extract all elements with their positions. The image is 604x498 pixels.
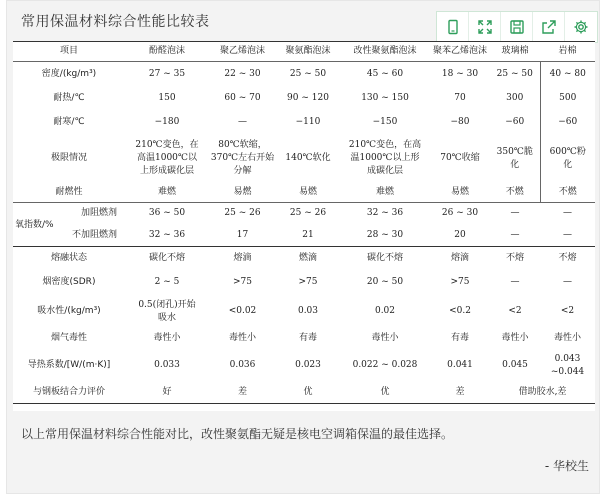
- table-cell: 0.033: [154, 360, 180, 370]
- phone-icon: [445, 19, 461, 35]
- table-cell: 熔滴: [233, 253, 252, 264]
- row-label: 耐燃性: [55, 186, 83, 197]
- table-cell: 18 ~ 30: [430, 62, 490, 87]
- table-row: [13, 225, 595, 247]
- table-cell: 燃滴: [298, 253, 317, 264]
- table-cell: 36 ~ 50: [125, 203, 209, 225]
- table-cell: —: [490, 203, 540, 225]
- table-cell: 碳化不熔: [148, 253, 185, 264]
- row-label: 导热系数/[W/(m·K)]: [27, 360, 111, 370]
- table-cell: 难燃: [157, 186, 176, 197]
- table-cell: 有毒: [450, 333, 469, 343]
- table-cell: >75: [450, 277, 470, 287]
- row-label: 烟密度(SDR): [42, 277, 96, 287]
- table-row: [13, 87, 595, 111]
- table-cell: 70℃收缩: [440, 153, 480, 163]
- table-row: [13, 329, 595, 349]
- table-cell: 17: [209, 225, 276, 247]
- conclusion-text: 以上常用保温材料综合性能对比，改性聚氨酯无疑是核电空调箱保温的最佳选择。: [21, 427, 454, 441]
- table-cell: 毒性小: [228, 333, 256, 343]
- table-cell: 20: [430, 225, 490, 247]
- table-cell: −60: [540, 111, 595, 135]
- table-cell: 500: [540, 87, 595, 111]
- table-cell: 易燃: [298, 186, 317, 197]
- table-cell: 40 ~ 80: [540, 62, 595, 87]
- table-cell: 26 ~ 30: [430, 203, 490, 225]
- table-cell: 70: [454, 93, 466, 103]
- table-cell: 21: [276, 225, 340, 247]
- table-cell: <2: [508, 306, 522, 316]
- oxygen-index-label: 氧指数/%: [15, 220, 54, 230]
- share-button[interactable]: [533, 12, 565, 42]
- table-cell: 毒性小: [153, 333, 181, 343]
- save-button[interactable]: [501, 12, 533, 42]
- share-icon: [541, 19, 557, 35]
- table-row: [13, 62, 595, 87]
- table-row: [13, 203, 595, 225]
- column-header: 聚苯乙烯泡沫: [430, 42, 490, 62]
- table-cell: 有毒: [298, 333, 317, 343]
- table-cell: <2: [560, 306, 575, 316]
- table-cell: 毒性小: [501, 333, 529, 343]
- table-cell: 25 ~ 50: [490, 62, 540, 87]
- table-cell: 差: [209, 383, 276, 404]
- table-cell: 0.03: [297, 306, 319, 316]
- table-cell: —: [540, 225, 595, 247]
- expand-icon: [477, 19, 493, 35]
- table-cell: −60: [505, 117, 525, 127]
- table-cell: 难燃: [375, 186, 394, 197]
- table-cell: 0.5(闭孔)开始 吸水: [138, 299, 196, 323]
- author-credit: - 华校生: [544, 459, 589, 473]
- table-cell: 0.043 ~0.044: [550, 353, 585, 377]
- column-header: 聚乙烯泡沫: [209, 42, 276, 62]
- table-cell: 毒性小: [371, 333, 399, 343]
- table-cell: —: [490, 225, 540, 247]
- table-cell: 熔滴: [450, 253, 469, 264]
- table-cell: 借助胶水,差: [490, 383, 595, 404]
- table-row: [13, 349, 595, 383]
- table-cell: —: [540, 203, 595, 225]
- table-row: [13, 271, 595, 295]
- table-cell: 350℃脆 化: [496, 146, 533, 170]
- column-header: 改性聚氨酯泡沫: [340, 42, 430, 62]
- table-cell: 差: [430, 383, 490, 404]
- table-header-row: [13, 42, 595, 62]
- row-label: 吸水性/(kg/m³): [37, 306, 101, 316]
- table-cell: >75: [298, 277, 318, 287]
- table-cell: 32 ~ 36: [125, 225, 209, 247]
- table-cell: 25 ~ 26: [209, 203, 276, 225]
- table-cell: 0.045: [502, 360, 528, 370]
- row-label: 加阻燃剂: [80, 208, 117, 218]
- table-cell: 60 ~ 70: [224, 93, 261, 103]
- settings-button[interactable]: [565, 12, 597, 42]
- table-cell: 80℃软缩， 370℃左右开始 分解: [210, 140, 275, 176]
- table-card: [6, 0, 600, 494]
- table-cell: <0.02: [228, 306, 257, 316]
- row-label: 不加阻燃剂: [13, 225, 125, 247]
- table-row: [13, 135, 595, 183]
- table-cell: 不燃: [540, 183, 595, 203]
- table-cell: 不燃: [505, 186, 524, 197]
- table-cell: —: [238, 117, 247, 127]
- table-cell: 32 ~ 36: [340, 203, 430, 225]
- column-header: 聚氨酯泡沫: [276, 42, 340, 62]
- column-header: 玻璃棉: [490, 42, 540, 62]
- table-row: [13, 183, 595, 203]
- row-label: 耐寒/℃: [53, 117, 85, 127]
- row-label: 烟气毒性: [50, 333, 87, 343]
- table-cell: 优: [276, 383, 340, 404]
- table-cell: 20 ~ 50: [366, 277, 404, 287]
- table-cell: 毒性小: [553, 333, 581, 343]
- table-cell: 45 ~ 60: [340, 62, 430, 87]
- row-label: 熔融状态: [50, 253, 87, 264]
- table-cell: <0.2: [449, 306, 471, 316]
- table-cell: 210℃变色，在高 温1000℃以上形 成碳化层: [348, 140, 422, 176]
- save-icon: [509, 19, 525, 35]
- table-cell: 0.023: [295, 360, 321, 370]
- table-cell: −150: [372, 117, 398, 127]
- table-cell: 好: [125, 383, 209, 404]
- expand-button[interactable]: [469, 12, 501, 42]
- row-label: 耐热/℃: [53, 93, 85, 103]
- table-row: [13, 295, 595, 329]
- column-header: 岩棉: [540, 42, 595, 62]
- table-cell: 22 ~ 30: [209, 62, 276, 87]
- table-cell: 0.041: [447, 360, 473, 370]
- table-cell: 25 ~ 50: [276, 62, 340, 87]
- table-row: [13, 383, 595, 404]
- page-title: 常用保温材料综合性能比较表: [21, 14, 210, 30]
- table-cell: −110: [295, 117, 321, 127]
- oxygen-index-cell: [13, 203, 125, 230]
- column-header: 酚醛泡沫: [125, 42, 209, 62]
- table-row: [13, 247, 595, 271]
- table-cell: 碳化不熔: [366, 253, 403, 264]
- table-cell: 300: [506, 93, 524, 103]
- table-cell: —: [510, 277, 520, 287]
- table-cell: >75: [233, 277, 252, 287]
- table-cell: 140℃软化: [285, 153, 331, 163]
- row-label: 与钢板结合力评价: [13, 383, 125, 404]
- comparison-table: [13, 41, 595, 411]
- table-cell: 210℃变色，在 高温1000℃以 上形成碳化层: [135, 140, 199, 176]
- table-cell: 28 ~ 30: [340, 225, 430, 247]
- table-cell: 130 ~ 150: [361, 93, 409, 103]
- table-cell: 不熔: [505, 253, 524, 264]
- table-cell: 0.022 ~ 0.028: [352, 360, 418, 370]
- table-cell: —: [563, 277, 572, 287]
- gear-icon: [573, 19, 589, 35]
- table-cell: 150: [158, 93, 176, 103]
- phone-view-button[interactable]: [437, 12, 469, 42]
- table-cell: 25 ~ 26: [276, 203, 340, 225]
- table-cell: 0.036: [229, 360, 256, 370]
- table-cell: 0.02: [374, 306, 396, 316]
- table-cell: −80: [450, 117, 470, 127]
- table-cell: 2 ~ 5: [154, 277, 180, 287]
- table-cell: 27 ~ 35: [125, 62, 209, 87]
- toolbar: [436, 11, 598, 43]
- row-label: 极限情况: [50, 153, 87, 163]
- table-cell: 易燃: [450, 186, 469, 197]
- column-header: 项目: [13, 42, 125, 62]
- table-cell: 易燃: [233, 186, 252, 197]
- table-cell: 优: [340, 383, 430, 404]
- table-cell: 90 ~ 120: [287, 93, 329, 103]
- table-cell: 600℃粉 化: [540, 135, 595, 183]
- table-cell: 不熔: [558, 253, 577, 264]
- table-row: [13, 111, 595, 135]
- table-cell: −180: [154, 117, 180, 127]
- row-label: 密度/(kg/m³): [13, 62, 125, 87]
